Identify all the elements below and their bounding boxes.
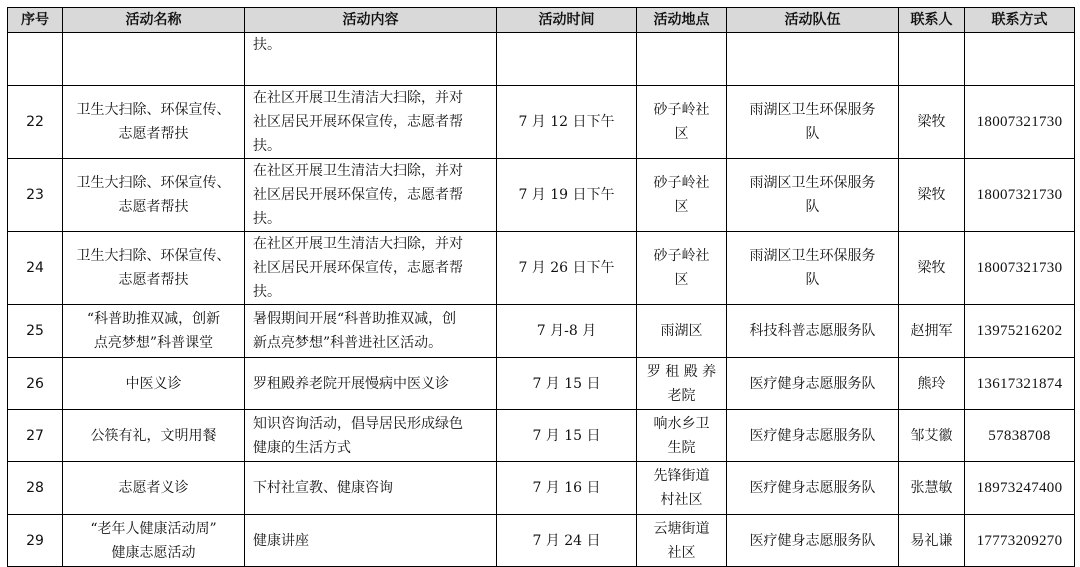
cell-activity-team-text: 医疗健身志愿服务队 [749, 480, 876, 496]
cell-activity-name-text: 中医义诊 [125, 375, 182, 392]
table-row [8, 358, 1075, 410]
cell-activity-content [245, 358, 497, 410]
cell-activity-place-text: 云塘街道 社区 [653, 520, 710, 561]
cell-contact-person [899, 358, 965, 410]
table-row [8, 86, 1075, 159]
cell-activity-name [63, 515, 245, 567]
cell-contact-person [899, 33, 965, 86]
cell-contact-person-text: 邹艾徽 [910, 427, 953, 444]
cell-contact-phone [965, 515, 1075, 567]
cell-activity-place-text: 砂子岭社 区 [653, 248, 710, 288]
cell-activity-team [727, 33, 899, 86]
header-contact-phone: 联系方式 [965, 8, 1075, 33]
cell-contact-person-text: 熊玲 [917, 375, 946, 392]
header-activity-content: 活动内容 [245, 8, 497, 33]
cell-activity-name [63, 305, 245, 358]
cell-contact-phone-text: 18007321730 [976, 187, 1063, 203]
cell-activity-time-text: 7 月 12 日下午 [518, 114, 615, 130]
cell-contact-person [899, 159, 965, 232]
cell-activity-team-text: 医疗健身志愿服务队 [749, 427, 876, 444]
cell-activity-team-text: 科技科普志愿服务队 [749, 323, 876, 339]
cell-activity-content-text: 知识咨询活动，倡导居民形成绿色 健康的生活方式 [253, 415, 463, 456]
cell-contact-phone [965, 86, 1075, 159]
cell-contact-person [899, 515, 965, 567]
cell-activity-team [727, 305, 899, 358]
cell-contact-phone-text: 17773209270 [976, 532, 1063, 549]
cell-activity-content [245, 515, 497, 567]
cell-activity-content-text: 在社区开展卫生清洁大扫除，并对 社区居民开展环保宣传，志愿者帮 扶。 [253, 163, 463, 227]
cell-contact-person-text: 张慧敏 [910, 480, 953, 496]
cell-activity-time [497, 515, 637, 567]
cell-activity-time [497, 86, 637, 159]
cell-contact-person [899, 86, 965, 159]
cell-contact-phone-text: 18007321730 [976, 260, 1063, 276]
cell-activity-place [637, 232, 727, 305]
cell-activity-time [497, 159, 637, 232]
cell-contact-phone [965, 358, 1075, 410]
cell-activity-team [727, 86, 899, 159]
cell-activity-content [245, 305, 497, 358]
cell-activity-place-text: 响水乡卫 生院 [653, 415, 710, 456]
cell-contact-phone [965, 305, 1075, 358]
cell-seq-text: 24 [26, 260, 44, 276]
cell-activity-place [637, 33, 727, 86]
cell-activity-content-text: 在社区开展卫生清洁大扫除，并对 社区居民开展环保宣传，志愿者帮 扶。 [253, 90, 463, 154]
cell-seq-text: 23 [26, 187, 44, 203]
cell-activity-name [63, 462, 245, 515]
table-row [8, 305, 1075, 358]
cell-activity-name-text: 志愿者义诊 [118, 480, 189, 496]
cell-activity-team-text: 雨湖区卫生环保服务 队 [749, 175, 876, 215]
cell-contact-phone-text: 18973247400 [976, 480, 1063, 496]
cell-seq [8, 159, 63, 232]
cell-activity-name-text: “科普助推双减，创新 点亮梦想”科普课堂 [86, 311, 221, 351]
cell-activity-content-text: 健康讲座 [253, 532, 309, 549]
table-row [8, 232, 1075, 305]
header-activity-time: 活动时间 [497, 8, 637, 33]
header-activity-team: 活动队伍 [727, 8, 899, 33]
cell-seq [8, 232, 63, 305]
cell-activity-name-text: 卫生大扫除、环保宣传、 志愿者帮扶 [76, 248, 231, 288]
cell-activity-place [637, 515, 727, 567]
cell-activity-content [245, 410, 497, 462]
cell-seq [8, 515, 63, 567]
cell-seq [8, 305, 63, 358]
cell-activity-time [497, 358, 637, 410]
cell-activity-content [245, 159, 497, 232]
table-row [8, 410, 1075, 462]
cell-activity-time-text: 7 月 19 日下午 [518, 187, 615, 203]
cell-contact-phone-text: 13617321874 [976, 375, 1063, 392]
cell-activity-team [727, 515, 899, 567]
header-activity-name: 活动名称 [63, 8, 245, 33]
cell-contact-person [899, 462, 965, 515]
cell-activity-time [497, 305, 637, 358]
cell-activity-content [245, 232, 497, 305]
cell-activity-name [63, 410, 245, 462]
cell-activity-time-text: 7 月 15 日 [532, 427, 601, 444]
cell-activity-content-text: 下村社宣教、健康咨询 [253, 480, 393, 496]
cell-activity-time [497, 232, 637, 305]
cell-activity-time [497, 33, 637, 86]
cell-activity-name [63, 86, 245, 159]
header-activity-place: 活动地点 [637, 8, 727, 33]
cell-activity-time-text: 7 月 24 日 [532, 532, 601, 549]
cell-contact-person-text: 梁牧 [917, 260, 946, 276]
cell-activity-team-text: 医疗健身志愿服务队 [749, 375, 876, 392]
cell-activity-time [497, 410, 637, 462]
cell-activity-place-text: 砂子岭社 区 [653, 175, 710, 215]
cell-seq [8, 33, 63, 86]
cell-activity-name-text: “老年人健康活动周” 健康志愿活动 [90, 520, 217, 561]
cell-contact-person [899, 232, 965, 305]
cell-activity-place-text: 先锋街道 村社区 [653, 468, 710, 508]
table-row [8, 33, 1075, 86]
table-row [8, 462, 1075, 515]
cell-activity-content [245, 33, 497, 86]
cell-activity-place-text: 罗 租 殿 养 老院 [646, 363, 717, 404]
cell-activity-place [637, 305, 727, 358]
cell-seq-text: 28 [26, 480, 44, 496]
header-contact-person: 联系人 [899, 8, 965, 33]
table-body [8, 33, 1075, 567]
cell-contact-person [899, 305, 965, 358]
cell-contact-phone [965, 232, 1075, 305]
cell-seq-text: 25 [26, 323, 44, 339]
cell-activity-content [245, 462, 497, 515]
activity-table [7, 7, 1075, 567]
cell-contact-person-text: 梁牧 [917, 187, 946, 203]
cell-seq [8, 410, 63, 462]
cell-activity-team-text: 雨湖区卫生环保服务 队 [749, 248, 876, 288]
cell-activity-place [637, 86, 727, 159]
cell-activity-team [727, 232, 899, 305]
cell-activity-time-text: 7 月 16 日 [532, 480, 601, 496]
cell-activity-place-text: 雨湖区 [660, 323, 703, 339]
cell-activity-name [63, 358, 245, 410]
cell-seq [8, 462, 63, 515]
cell-activity-name [63, 159, 245, 232]
cell-contact-phone [965, 33, 1075, 86]
cell-contact-phone [965, 410, 1075, 462]
cell-activity-time [497, 462, 637, 515]
cell-contact-person-text: 赵拥军 [910, 323, 953, 339]
cell-activity-place-text: 砂子岭社 区 [653, 102, 710, 142]
header-seq: 序号 [8, 8, 63, 33]
cell-contact-phone [965, 462, 1075, 515]
cell-activity-team-text: 雨湖区卫生环保服务 队 [749, 102, 876, 142]
cell-contact-person-text: 易礼谦 [910, 532, 953, 549]
cell-activity-content-text: 暑假期间开展“科普助推双减，创 新点亮梦想”科普进社区活动。 [253, 311, 457, 351]
table-row [8, 515, 1075, 567]
cell-activity-place [637, 159, 727, 232]
cell-activity-name-text: 卫生大扫除、环保宣传、 志愿者帮扶 [76, 175, 231, 215]
cell-activity-team [727, 159, 899, 232]
cell-contact-phone-text: 57838708 [988, 427, 1051, 444]
cell-seq [8, 358, 63, 410]
cell-activity-content-text: 罗租殿养老院开展慢病中医义诊 [253, 375, 449, 392]
cell-activity-content-text: 扶。 [253, 37, 281, 53]
cell-activity-place [637, 358, 727, 410]
cell-activity-place [637, 462, 727, 515]
cell-seq-text: 26 [26, 375, 44, 392]
cell-contact-phone-text: 13975216202 [976, 323, 1063, 339]
cell-contact-phone-text: 18007321730 [976, 114, 1063, 130]
cell-activity-team [727, 462, 899, 515]
cell-activity-time-text: 7 月 15 日 [532, 375, 601, 392]
cell-contact-person [899, 410, 965, 462]
cell-activity-team [727, 358, 899, 410]
cell-contact-phone [965, 159, 1075, 232]
cell-seq [8, 86, 63, 159]
cell-activity-name [63, 33, 245, 86]
cell-contact-person-text: 梁牧 [917, 114, 946, 130]
cell-activity-content [245, 86, 497, 159]
cell-activity-team [727, 410, 899, 462]
cell-activity-content-text: 在社区开展卫生清洁大扫除，并对 社区居民开展环保宣传，志愿者帮 扶。 [253, 236, 463, 300]
cell-seq-text: 27 [26, 427, 44, 444]
table-row [8, 159, 1075, 232]
cell-activity-team-text: 医疗健身志愿服务队 [749, 532, 876, 549]
cell-activity-name-text: 卫生大扫除、环保宣传、 志愿者帮扶 [76, 102, 231, 142]
cell-activity-time-text: 7 月 26 日下午 [518, 260, 615, 276]
cell-activity-name [63, 232, 245, 305]
cell-activity-place [637, 410, 727, 462]
cell-seq-text: 22 [26, 114, 44, 130]
cell-seq-text: 29 [26, 532, 44, 549]
header-row [8, 8, 1075, 33]
cell-activity-time-text: 7 月-8 月 [536, 323, 597, 339]
cell-activity-name-text: 公筷有礼，文明用餐 [90, 427, 217, 444]
